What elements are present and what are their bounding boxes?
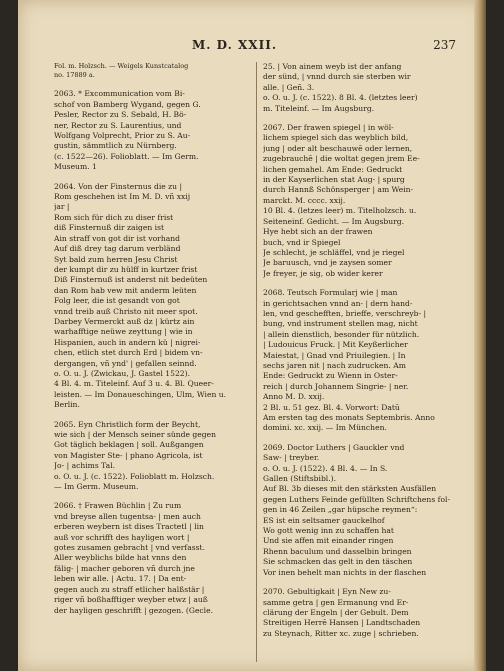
entry-line: — Im Germ. Museum. [54,482,139,492]
entry-line: gotes zusamen gebracht | vnd verfasst. [54,543,206,553]
entry-line: no. 17889 a. [54,71,95,80]
entry-line: Saw- | treyber. [263,453,320,463]
entry-line: Pesler, Rector zu S. Sebald, H. Bö- [54,110,187,120]
entry-line: der kumpt dir zu hülff in kurtzer frist [54,264,198,274]
entry-line: gegen Luthers Feinde gefüllten Schriftchens fol- [263,494,451,504]
entry-line: wie sich | der Mensch seiner sünde gegen [54,430,217,439]
entry-line: der hayligen geschrifft | gezogen. (Gecle. [54,605,214,615]
entry-line: Streitigen Herrē Hansen | Landtschaden [263,618,421,628]
entry-line: Ain straff von got dir ist vorhand [54,233,180,243]
book-page [18,0,486,671]
entry-line: Jo- | achims Tal. [54,461,116,471]
entry-line: clärung der Engeln | der Gebult. Dem [263,607,409,617]
entry-line: 2067. Der frawen spiegel | in wöl- [263,123,394,133]
entry-line: 10 Bl. 4. (letzes leer) m. Titelholzsch. u. [263,206,417,216]
entry-line: 2063. * Excommunication vom Bi- [54,89,185,99]
entry-line: Und sie affen mit einander ringen [263,536,394,546]
entry-line: zugebrauchē | die woltat gegen jrem Ee- [263,154,420,164]
entry-line: o. O. u. J. (c. 1522). 8 Bl. 4. (letztes leer) [263,93,418,103]
entry-line: lichen gemahel. Am Ende: Gedruckt [263,164,403,174]
entry-line: ES ist ein seltsamer gauckelhof [263,515,385,525]
entry-line: | allein dienstlich, besonder für nützlich. [263,329,420,339]
entry-line: jar | [54,202,70,212]
entry-line: Got täglich beklagen | soll. Außgangen [54,440,204,450]
entry-line: in gerichtsachen vnnd an- | dern hand- [263,298,413,308]
entry-line: Seiteneinf. Gedicht. — Im Augsburg. [263,216,405,226]
entry-line: ner, Rector zu S. Laurentius, und [54,120,182,130]
entry-line: schof von Bamberg Wygand, gegen G. [54,99,201,109]
page-number: 237 [433,38,456,52]
entry-line: Fol. m. Holzsch. — Weigels Kunstcatalog [54,62,189,70]
entry-line: o. O. u. J. (c. 1522). Folioblatt m. Holzsch. [54,471,215,481]
entry-line: Rom geschehen ist Im M. D. vñ xxij [54,192,191,202]
entry-line: 4 Bl. 4. m. Titeleinf. Auf 3 u. 4. Bl. Queer- [54,379,214,389]
entry-line: 2068. Teutsch Formularj wie | man [263,288,398,298]
entry-line: von Magister Ste- | phano Agricola, ist [54,450,203,460]
entry-line: Rom sich für dich zu diser frist [54,212,174,222]
entry-line: Am ersten tag des monats Septembris. Anno [263,413,435,422]
left-column [54,62,252,625]
entry-line: (c. 1522—26). Folioblatt. — Im Germ. [54,151,199,161]
entry-line: Hye hebt sich an der frawen [263,227,373,237]
entry-line: dergangen, vñ ynd' | gefallen seinnd. [54,358,197,368]
entry-line: diß Finsternuß dir zaigen ist [54,223,165,233]
catalog-entry [263,123,463,279]
book-spine [474,0,486,671]
entry-line: gegen auch zu straff etlicher halßstär | [54,584,205,594]
entry-line: gustin, sämmtlich zu Nürnberg. [54,141,177,151]
entry-line: zu Steynach, Ritter xc. zuge | schrieben. [263,628,419,638]
catalog-entry [54,89,252,172]
entry-line: Wolfgang Volprecht, Prior zu S. Au- [54,131,191,141]
entry-line: 2065. Eyn Christlich form der Beycht, [54,419,201,429]
entry-line: 2070. Gebultigkait | Eyn New zu- [263,587,391,597]
entry-line: dan Rom hab vew mit anderm leüten [54,285,197,295]
catalog-entry [54,182,252,411]
entry-line: Museum. 1 [54,162,97,172]
entry-line: sechs jaren nit | nach zudrucken. Am [263,360,406,370]
entry-line: vnnd treib auß Christo nit meer spot. [54,306,198,316]
entry-line: alle. | Geñ. 3. [263,82,315,92]
right-column [263,62,463,648]
entry-line: gen in 46 Zeilen „gar hüpsche reymen“: [263,505,418,515]
entry-line: Vor inen behelt man nichts in der flaschen [263,567,427,577]
entry-line: | Ludouicus Fruck. | Mit Keyßerlicher [263,340,408,350]
entry-line: bung, vnd instrument stellen mag, nicht [263,319,418,329]
entry-line: m. Titeleinf. — Im Augsburg. [263,103,375,113]
entry-line: Hispanien, auch in andern kü | nigrei- [54,337,201,347]
entry-line: Auf Bl. 3b dieses mit den stärksten Ausfällen [263,484,437,494]
page-header [42,38,456,54]
entry-line: Auf diß drey tag darum verbländ [54,244,181,254]
catalog-entry [54,420,252,493]
entry-line: Wo gott wenig inn zu schaffen hat [263,526,394,536]
entry-line: vnd breyse allen tugentsa- | men auch [54,511,201,521]
entry-line: 2069. Doctor Luthers | Gauckler vnd [263,442,405,452]
entry-line: auß vor schrifft des hayligen wort | [54,532,190,542]
entry-line: leisten. — Im Donaueschingen, Ulm, Wien u. [54,389,227,399]
entry-line: Ende: Gedruckt zu Wienn in Oster- [263,371,398,381]
entry-line: durch Hannß Schönsperger | am Wein- [263,185,414,195]
catalog-entry [54,501,252,615]
entry-line: reich | durch Johannem Singrie- | ner. [263,381,409,391]
running-title: M. D. XXII. [192,38,277,52]
entry-line: lichem spiegel sich das weyblich bild, [263,133,409,143]
catalog-entry [263,443,463,578]
entry-line: Aller weyblichs bilde hat vnns den [54,553,187,563]
entry-line: samme getra | gen Ermanung vnd Er- [263,597,409,607]
entry-line: Je schlecht, je schläffel, vnd je riegel [263,247,405,257]
entry-line: o. O. u. J. (Zwickau, J. Gastel 1522). [54,368,191,378]
entry-line: Syt bald zum herren Jesu Christ [54,254,178,264]
entry-line: 2 Bl. u. 51 gez. Bl. 4. Vorwort: Datū [263,402,400,412]
entry-line: 25. | Von ainem weyb ist der anfang [263,62,402,71]
entry-line: Je baruusch, vnd je zaysen somer [263,258,392,268]
entry-line: Darbey Vermerckt auß dz | kürtz ain [54,316,195,326]
entry-line: erberen weybern ist dises Tractetl | lin [54,522,204,532]
entry-line: chen, etlich stet durch Erd | bidem vn- [54,348,203,358]
entry-line: 2066. † Frawen Büchlin | Zu rum [54,501,182,511]
catalog-entry [54,62,252,80]
entry-line: Maiestat, | Gnad vnd Priuilegien. | In [263,350,406,360]
entry-line: marckt. M. cccc. xxij. [263,195,346,205]
catalog-entry [263,587,463,639]
entry-line: leben wir alle. | Actu. 17. | Da ent- [54,574,187,584]
entry-line: der sünd, | vnnd durch sie sterben wir [263,72,411,82]
entry-line: o. O. u. J. (1522). 4 Bl. 4. — In S. [263,463,388,473]
entry-line: buch, vnd ir Spiegel [263,237,341,247]
entry-line: Berlin. [54,400,80,410]
column-divider [256,62,257,662]
entry-line: jung | oder alt beschauwē oder lernen, [263,143,413,153]
entry-line: riger vñ boßhafftiger weyber etwz | auß [54,595,208,605]
entry-line: in der Kayserlichen stat Aug- | spurg [263,175,405,185]
entry-line: Folg leer, die ist gesandt von got [54,296,180,306]
entry-line: Gallen (Stiftsbibl.). [263,474,337,484]
entry-line: domini. xc. xxij. — Im München. [263,423,387,433]
entry-line: Sie schmacken das gelt in den täschen [263,557,413,567]
entry-line: 2064. Von der Finsternus die zu | [54,181,183,191]
entry-line: fälig- | macher geboren vñ durch jne [54,563,195,573]
catalog-entry [263,288,463,434]
entry-line: Diß Finsternuß ist anderst nit bedeüten [54,275,208,285]
entry-line: warhafftige neüwe zeyttung | wie in [54,327,193,337]
catalog-entry [263,62,463,114]
entry-line: Je freyer, je sig, ob wider kerer [263,268,383,278]
entry-line: len, vnd geschefften, brieffe, verschreyb- | [263,308,427,318]
entry-line: Rhenn baculum und dasselbin bringen [263,546,412,556]
entry-line: Anno M. D. xxij. [263,392,325,402]
